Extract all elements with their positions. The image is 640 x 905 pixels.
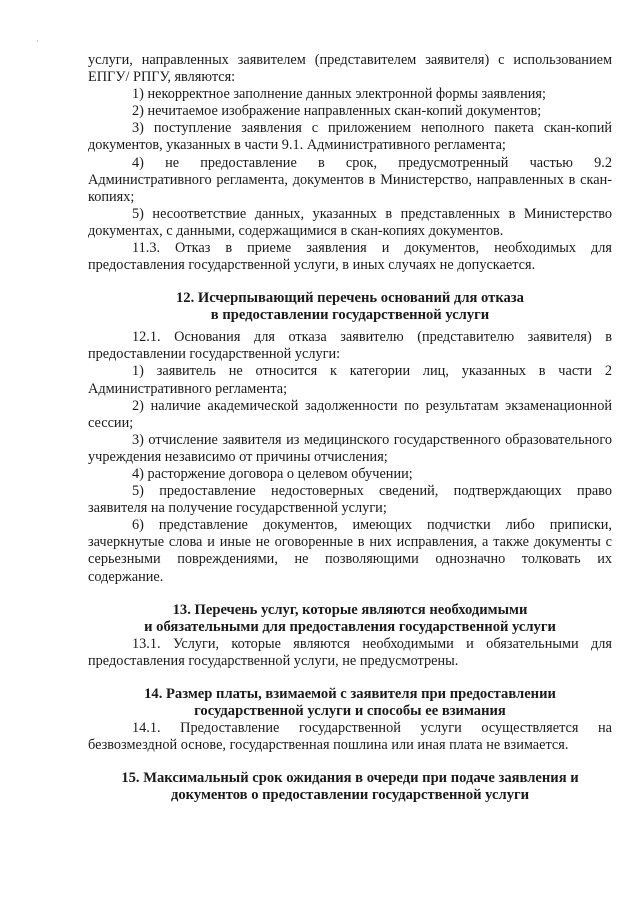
- list-item: 2) наличие академической задолженности по результатам экзаменационной сессии;: [88, 397, 612, 431]
- list-item: 5) несоответствие данных, указанных в представленных в Министерство документах, с данными, содержащимися в скан-копиях документов.: [88, 205, 612, 239]
- list-item: 4) не предоставление в срок, предусмотренный частью 9.2 Административного регламента, документов в Министерство, направленных в скан-копиях;: [88, 154, 612, 205]
- paragraph: услуги, направленных заявителем (представителем заявителя) с использованием ЕПГУ/ РПГУ, являются:: [88, 52, 612, 86]
- paragraph: 13.1. Услуги, которые являются необходимыми и обязательными для предоставления государственной услуги, не предусмотрены.: [88, 635, 612, 669]
- section-13-heading: 13. Перечень услуг, которые являются необходимыми и обязательными для предоставления государственной услуги: [144, 601, 556, 635]
- document-body: [88, 52, 612, 804]
- list-item: 3) отчисление заявителя из медицинского государственного образовательного учреждения независимо от причины отчисления;: [88, 431, 612, 465]
- list-item: 3) поступление заявления с приложением неполного пакета скан-копий документов, указанных в части 9.1. Административного регламента;: [88, 120, 612, 154]
- paragraph: 11.3. Отказ в приеме заявления и документов, необходимых для предоставления государственной услуги, в иных случаях не допускается.: [88, 240, 612, 274]
- list-item: 5) предоставление недостоверных сведений, подтверждающих право заявителя на получение государственной услуги;: [88, 483, 612, 517]
- section-12-heading: 12. Исчерпывающий перечень оснований для отказа в предоставлении государственной услуги: [176, 290, 524, 324]
- list-item: 1) некорректное заполнение данных электронной формы заявления;: [132, 86, 546, 103]
- list-item: 1) заявитель не относится к категории лиц, указанных в части 2 Административного регламента;: [88, 363, 612, 397]
- scan-mark: ·: [36, 36, 39, 46]
- paragraph: 12.1. Основания для отказа заявителю (представителю заявителя) в предоставлении государственной услуги:: [88, 329, 612, 363]
- paragraph: 14.1. Предоставление государственной услуги осуществляется на безвозмездной основе, государственная пошлина или иная плата не взимается.: [88, 719, 612, 753]
- section-14-heading: 14. Размер платы, взимаемой с заявителя при предоставлении государственной услуги и способы ее взимания: [144, 685, 556, 719]
- list-item: 4) расторжение договора о целевом обучении;: [132, 465, 413, 482]
- section-15-heading: 15. Максимальный срок ожидания в очереди при подаче заявления и документов о предоставлении государственной услуги: [121, 770, 579, 803]
- list-item: 6) представление документов, имеющих подчистки либо приписки, зачеркнутые слова и иные не оговоренные в них исправления, а также документы с серьезными повреждениями, не позволяющими однозначно толковать их содержание.: [88, 517, 612, 585]
- list-item: 2) нечитаемое изображение направленных скан-копий документов;: [132, 103, 542, 120]
